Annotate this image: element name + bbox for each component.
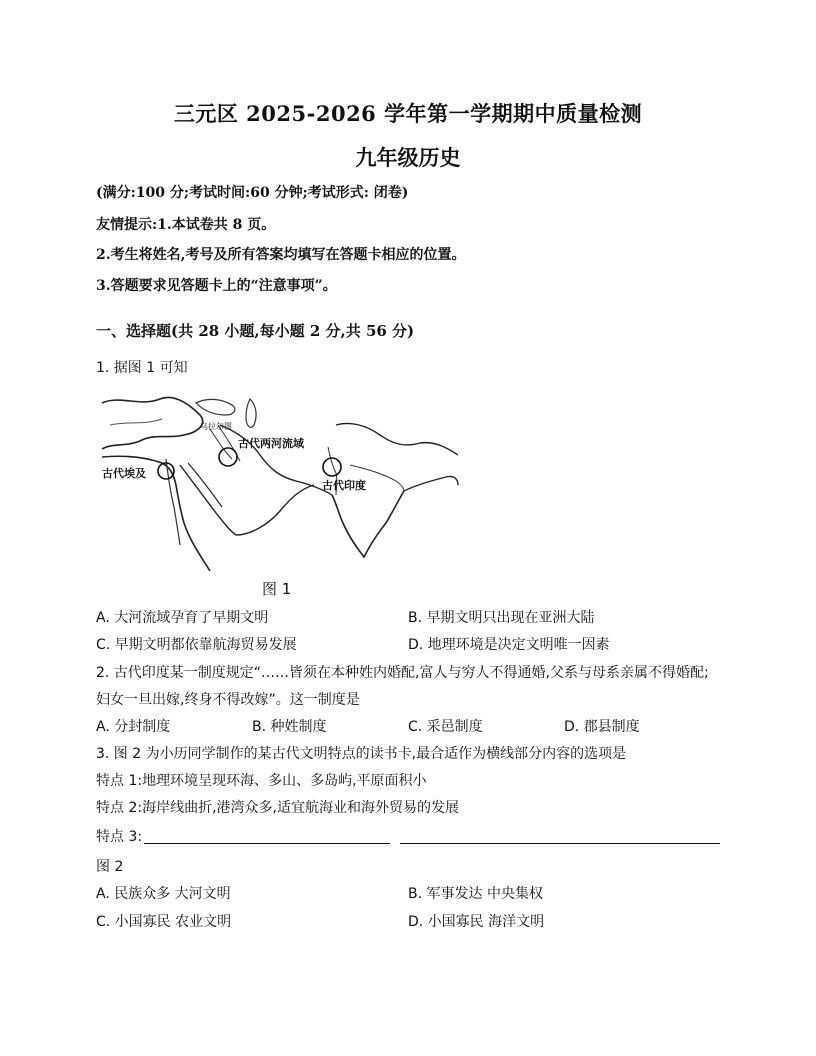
question-2-stem-line-2: 妇女一旦出嫁,终身不得改嫁”。这一制度是 <box>96 692 360 708</box>
map-label-egypt: 古代埃及 <box>102 467 146 480</box>
ancient-civilizations-map <box>100 385 460 575</box>
question-3-feature-2: 特点 2:海岸线曲折,港湾众多,适宜航海业和海外贸易的发展 <box>96 800 459 816</box>
section-title: 一、选择题(共 28 小题,每小题 2 分,共 56 分) <box>96 322 415 340</box>
q3-option-c[interactable]: C. 小国寡民 农业文明 <box>96 914 232 930</box>
map-label-india: 古代印度 <box>322 479 366 492</box>
question-1-stem: 1. 据图 1 可知 <box>96 360 188 376</box>
q2-option-d[interactable]: D. 郡县制度 <box>564 719 640 735</box>
q3-option-b[interactable]: B. 军事发达 中央集权 <box>408 886 543 902</box>
map-label-mesopotamia: 古代两河流域 <box>238 437 304 450</box>
q1-option-b[interactable]: B. 早期文明只出现在亚洲大陆 <box>408 610 595 626</box>
q2-option-c[interactable]: C. 采邑制度 <box>408 719 483 735</box>
blank-line-left[interactable] <box>144 843 390 844</box>
exam-title: 三元区 2025-2026 学年第一学期期中质量检测 <box>173 101 643 126</box>
q2-option-b[interactable]: B. 种姓制度 <box>252 719 327 735</box>
q2-option-a[interactable]: A. 分封制度 <box>96 719 171 735</box>
question-3-feature-1: 特点 1:地理环境呈现环海、多山、多岛屿,平原面积小 <box>96 773 427 789</box>
figure-2-caption: 图 2 <box>96 859 124 875</box>
question-3-stem: 3. 图 2 为小历同学制作的某古代文明特点的读书卡,最合适作为横线部分内容的选项是 <box>96 746 627 762</box>
q1-option-d[interactable]: D. 地理环境是决定文明唯一因素 <box>408 637 610 653</box>
map-label-urartu: 乌拉尔图 <box>200 422 232 431</box>
q3-option-d[interactable]: D. 小国寡民 海洋文明 <box>408 914 545 930</box>
exam-subtitle: 九年级历史 <box>355 145 461 170</box>
q1-option-a[interactable]: A. 大河流域孕育了早期文明 <box>96 610 269 626</box>
figure-1-caption: 图 1 <box>262 580 292 598</box>
q3-option-a[interactable]: A. 民族众多 大河文明 <box>96 886 231 902</box>
q1-option-c[interactable]: C. 早期文明都依靠航海贸易发展 <box>96 637 297 653</box>
tip-2: 2.考生将姓名,考号及所有答案均填写在答题卡相应的位置。 <box>96 247 466 263</box>
question-2-stem-line-1: 2. 古代印度某一制度规定“……皆须在本种姓内婚配,富人与穷人不得通婚,父系与母系亲属不得婚配; <box>96 665 709 681</box>
blank-line-right[interactable] <box>400 843 720 844</box>
exam-info: (满分:100 分;考试时间:60 分钟;考试形式: 闭卷) <box>96 185 409 201</box>
tip-1: 友情提示:1.本试卷共 8 页。 <box>96 217 276 233</box>
tip-3: 3.答题要求见答题卡上的“注意事项”。 <box>96 278 337 294</box>
question-3-feature-3: 特点 3: <box>96 829 143 845</box>
